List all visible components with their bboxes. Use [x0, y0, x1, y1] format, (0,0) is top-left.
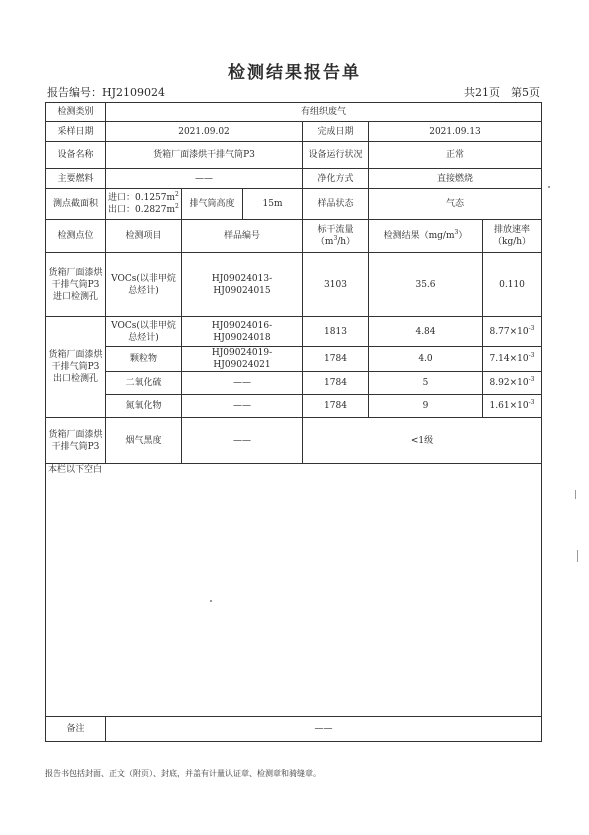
smoke-item: 烟气黑度: [106, 418, 182, 464]
row-outlet-voc: [46, 317, 542, 347]
outlet-sample-no: HJ09024016-HJ09024018: [182, 317, 303, 347]
header-flow: 标干流量 $(m^3/h)$: [303, 220, 369, 253]
row-remark: [46, 717, 542, 742]
header-rate: 排放速率 （kg/h）: [483, 220, 542, 253]
inlet-flow: 3103: [303, 253, 369, 317]
outlet-area: 出口：$0.2827m^2$: [108, 203, 179, 215]
outlet-result: 5: [369, 372, 483, 395]
row-inlet: [46, 253, 542, 317]
footnote: 报告书包括封面、正文（附页）、封底，并盖有计量认证章、检测章和骑缝章。: [45, 769, 321, 778]
stack-height-label: 排气筒高度: [182, 189, 243, 220]
sample-date-value: 2021.09.02: [106, 122, 303, 142]
stack-height-value: 15m: [243, 189, 303, 220]
category-value: 有组织废气: [106, 103, 542, 122]
scan-speck: [210, 600, 212, 602]
fuel-label: 主要燃料: [46, 169, 106, 189]
outlet-sample-no: ——: [182, 395, 303, 418]
section-label: 测点截面积: [46, 189, 106, 220]
scan-speck: [548, 186, 550, 188]
row-section: [46, 189, 542, 220]
inlet-sample-no: HJ09024013-HJ09024015: [182, 253, 303, 317]
smoke-result: <1级: [303, 418, 542, 464]
remark-label: 备注: [46, 717, 106, 742]
finish-date-value: 2021.09.13: [369, 122, 542, 142]
outlet-result: 9: [369, 395, 483, 418]
outlet-item: 二氧化硫: [106, 372, 182, 395]
row-outlet-nox: [46, 395, 542, 418]
equipment-status-label: 设备运行状况: [303, 142, 369, 169]
sample-state-value: 气态: [369, 189, 542, 220]
smoke-point: 货箱厂面漆烘干排气筒P3: [46, 418, 106, 464]
row-blank: [46, 464, 542, 717]
outlet-flow: 1784: [303, 372, 369, 395]
fuel-value: ——: [106, 169, 303, 189]
outlet-item: VOCs(以非甲烷总烃计): [106, 317, 182, 347]
blank-note: 本栏以下空白: [46, 464, 542, 717]
header-point: 检测点位: [46, 220, 106, 253]
inlet-area: 进口：$0.1257m^2$: [108, 191, 179, 203]
outlet-result: 4.0: [369, 347, 483, 372]
outlet-item: 颗粒物: [106, 347, 182, 372]
result-table: [45, 102, 542, 742]
outlet-rate: $8.92\times 10^{-3}$: [483, 372, 542, 395]
header-result: 检测结果$(mg/m^3)$: [369, 220, 483, 253]
outlet-flow: 1784: [303, 395, 369, 418]
remark-value: ——: [106, 717, 542, 742]
outlet-point: 货箱厂面漆烘干排气筒P3出口检测孔: [46, 317, 106, 418]
inlet-point: 货箱厂面漆烘干排气筒P3进口检测孔: [46, 253, 106, 317]
purify-label: 净化方式: [303, 169, 369, 189]
header-item: 检测项目: [106, 220, 182, 253]
row-smoke: [46, 418, 542, 464]
equipment-status-value: 正常: [369, 142, 542, 169]
scan-speck: [575, 490, 576, 499]
outlet-rate: $1.61\times 10^{-3}$: [483, 395, 542, 418]
outlet-sample-no: HJ09024019-HJ09024021: [182, 347, 303, 372]
inlet-result: 35.6: [369, 253, 483, 317]
header-sample-no: 样品编号: [182, 220, 303, 253]
inlet-item: VOCs(以非甲烷总烃计): [106, 253, 182, 317]
row-category: [46, 103, 542, 122]
smoke-sample-no: ——: [182, 418, 303, 464]
outlet-item: 氮氧化物: [106, 395, 182, 418]
row-fuel: [46, 169, 542, 189]
inlet-rate: 0.110: [483, 253, 542, 317]
report-number: 报告编号：HJ2109024: [47, 86, 165, 99]
scan-speck: [577, 550, 578, 562]
outlet-rate: $7.14\times 10^{-3}$: [483, 347, 542, 372]
row-outlet-so2: [46, 372, 542, 395]
section-value: [106, 189, 182, 220]
category-label: 检测类别: [46, 103, 106, 122]
outlet-rate: $8.77\times 10^{-3}$: [483, 317, 542, 347]
row-dates: [46, 122, 542, 142]
row-equipment: [46, 142, 542, 169]
report-title: 检测结果报告单: [228, 63, 361, 83]
equipment-label: 设备名称: [46, 142, 106, 169]
row-outlet-particulate: [46, 347, 542, 372]
row-column-headers: [46, 220, 542, 253]
finish-date-label: 完成日期: [303, 122, 369, 142]
sample-date-label: 采样日期: [46, 122, 106, 142]
equipment-value: 货箱厂面漆烘干排气筒P3: [106, 142, 303, 169]
outlet-flow: 1784: [303, 347, 369, 372]
page-info: 共21页 第5页: [464, 86, 540, 99]
sample-state-label: 样品状态: [303, 189, 369, 220]
purify-value: 直接燃烧: [369, 169, 542, 189]
outlet-result: 4.84: [369, 317, 483, 347]
outlet-flow: 1813: [303, 317, 369, 347]
outlet-sample-no: ——: [182, 372, 303, 395]
